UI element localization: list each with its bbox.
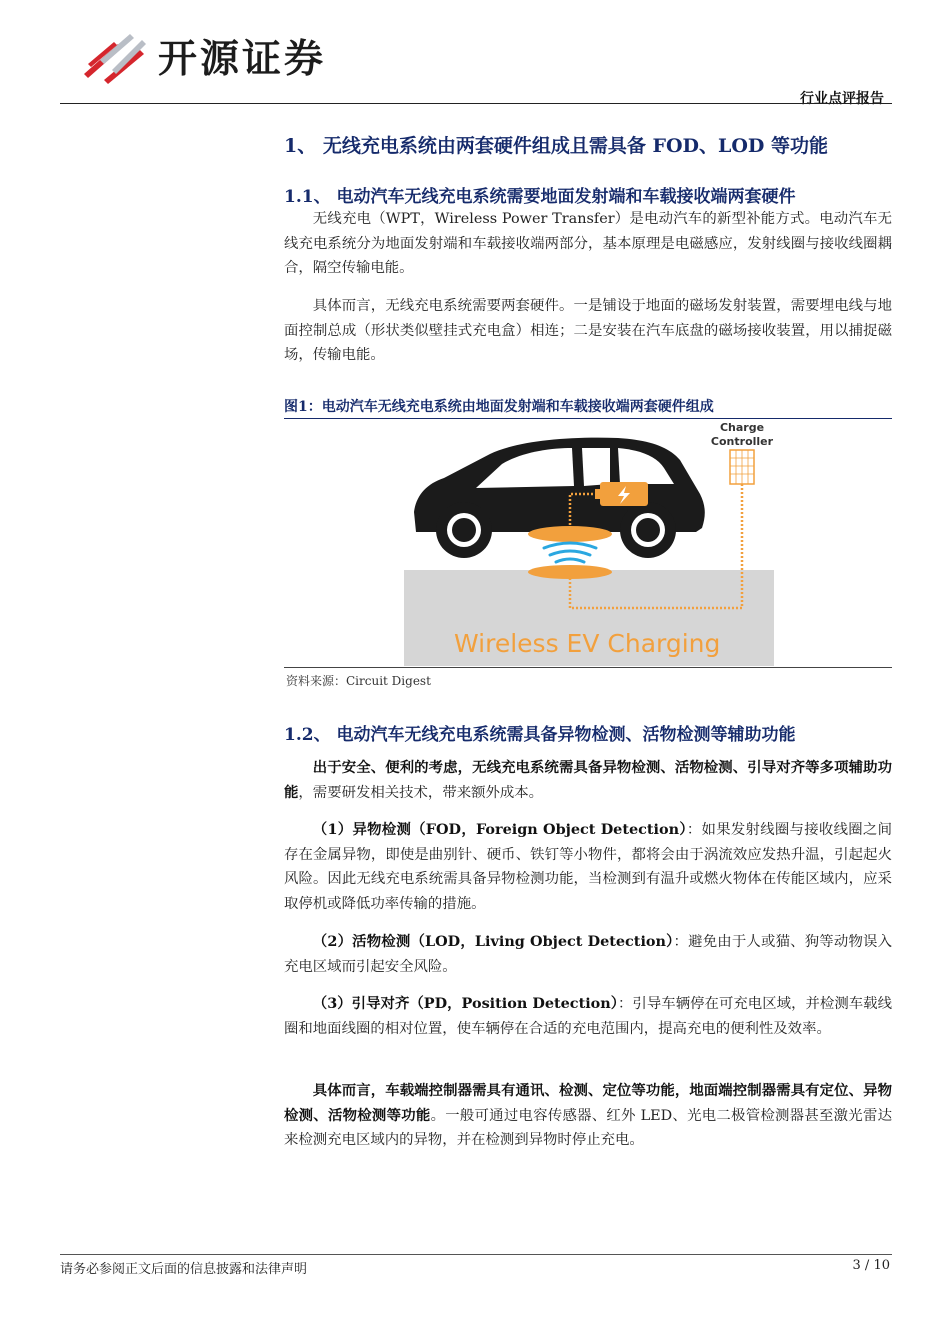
section-1-1-heading: 1.1、 电动汽车无线充电系统需要地面发射端和车载接收端两套硬件 xyxy=(284,187,796,207)
receiver-coil-icon xyxy=(528,526,612,542)
header-divider xyxy=(60,103,892,104)
section-1-1-paragraph-2: 具体而言，无线充电系统需要两套硬件。一是铺设于地面的磁场发射装置，需要埋电线与地面控制总成（形状类似壁挂式充电盒）相连；二是安装在汽车底盘的磁场接收装置，用以捕捉磁场，传输电能。 xyxy=(284,298,892,363)
section-1-heading: 1、 无线充电系统由两套硬件组成且需具备 FOD、LOD 等功能 xyxy=(284,135,828,157)
wireless-ev-charging-illustration xyxy=(404,420,774,666)
figure-bottom-rule xyxy=(284,667,892,668)
section-1-2-paragraph-1 xyxy=(284,756,892,805)
pd-emphasis: （3）引导对齐（PD，Position Detection） xyxy=(312,995,618,1012)
battery-icon xyxy=(595,482,648,506)
fod-emphasis: （1）异物检测（FOD，Foreign Object Detection） xyxy=(312,821,687,838)
fod-text: ：如果发射线圈与接收线圈之间存在金属异物，即使是曲别针、硬币、铁钉等小物件，都将会由于涡流效应发热升温，引起起火风险。因此无线充电系统需具备异物检测功能，当检测到有温升或燃火物体在传能区域内，应采取停机或降低功率传输的措施。 xyxy=(284,822,892,912)
lod-emphasis: （2）活物检测（LOD，Living Object Detection） xyxy=(312,933,674,950)
controller-label-line2: Controller xyxy=(710,435,774,448)
brand-name: 开源证券 xyxy=(158,37,327,82)
paragraph-1-emphasis: 出于安全、便利的考虑，无线充电系统需具备异物检测、活物检测、引导对齐等多项辅助功能 xyxy=(284,759,892,801)
footer-divider xyxy=(60,1254,892,1255)
figure-1-title: 图1：电动汽车无线充电系统由地面发射端和车载接收端两套硬件组成 xyxy=(284,399,714,415)
paragraph-1-text: ，需要研发相关技术，带来额外成本。 xyxy=(298,784,544,801)
section-1-2-paragraph-fod xyxy=(284,818,892,916)
section-1-1-paragraph-1: 无线充电（WPT，Wireless Power Transfer）是电动汽车的新型补能方式。电动汽车无线充电系统分为地面发射端和车载接收端两部分，基本原理是电磁感应，发射线圈与接收线圈耦合，隔空传输电能。 xyxy=(284,211,892,276)
lod-text: ：避免由于人或猫、狗等动物误入充电区域而引起安全风险。 xyxy=(284,934,892,975)
image-caption-text: Wireless EV Charging xyxy=(454,629,721,658)
controller-label-line1: Charge xyxy=(719,421,765,434)
report-type-label: 行业点评报告 xyxy=(800,91,884,107)
section-1-2-paragraph-pd xyxy=(284,992,892,1041)
summary-text: 。一般可通过电容传感器、红外 LED、光电二极管检测器甚至激光雷达来检测充电区域内的异物，并在检测到异物时停止充电。 xyxy=(284,1107,892,1148)
page-number: 3 / 10 xyxy=(852,1258,890,1273)
brand-logo-icon xyxy=(78,30,150,86)
figure-top-rule xyxy=(284,418,892,419)
wireless-waves-icon xyxy=(544,543,596,562)
summary-emphasis: 具体而言，车载端控制器需具有通讯、检测、定位等功能，地面端控制器需具有定位、异物检测、活物检测等功能 xyxy=(284,1082,892,1124)
section-1-2-paragraph-summary xyxy=(284,1079,892,1153)
section-1-2-heading: 1.2、 电动汽车无线充电系统需具备异物检测、活物检测等辅助功能 xyxy=(284,725,796,745)
transmitter-coil-icon xyxy=(528,565,612,579)
figure-source: 资料来源：Circuit Digest xyxy=(286,674,431,688)
footer-disclaimer: 请务必参阅正文后面的信息披露和法律声明 xyxy=(60,1262,308,1277)
section-1-2-paragraph-lod xyxy=(284,930,892,979)
pd-text: ：引导车辆停在可充电区域，并检测车载线圈和地面线圈的相对位置，使车辆停在合适的充电范围内，提高充电的便利性及效率。 xyxy=(284,996,892,1037)
charge-controller-icon xyxy=(730,450,754,484)
